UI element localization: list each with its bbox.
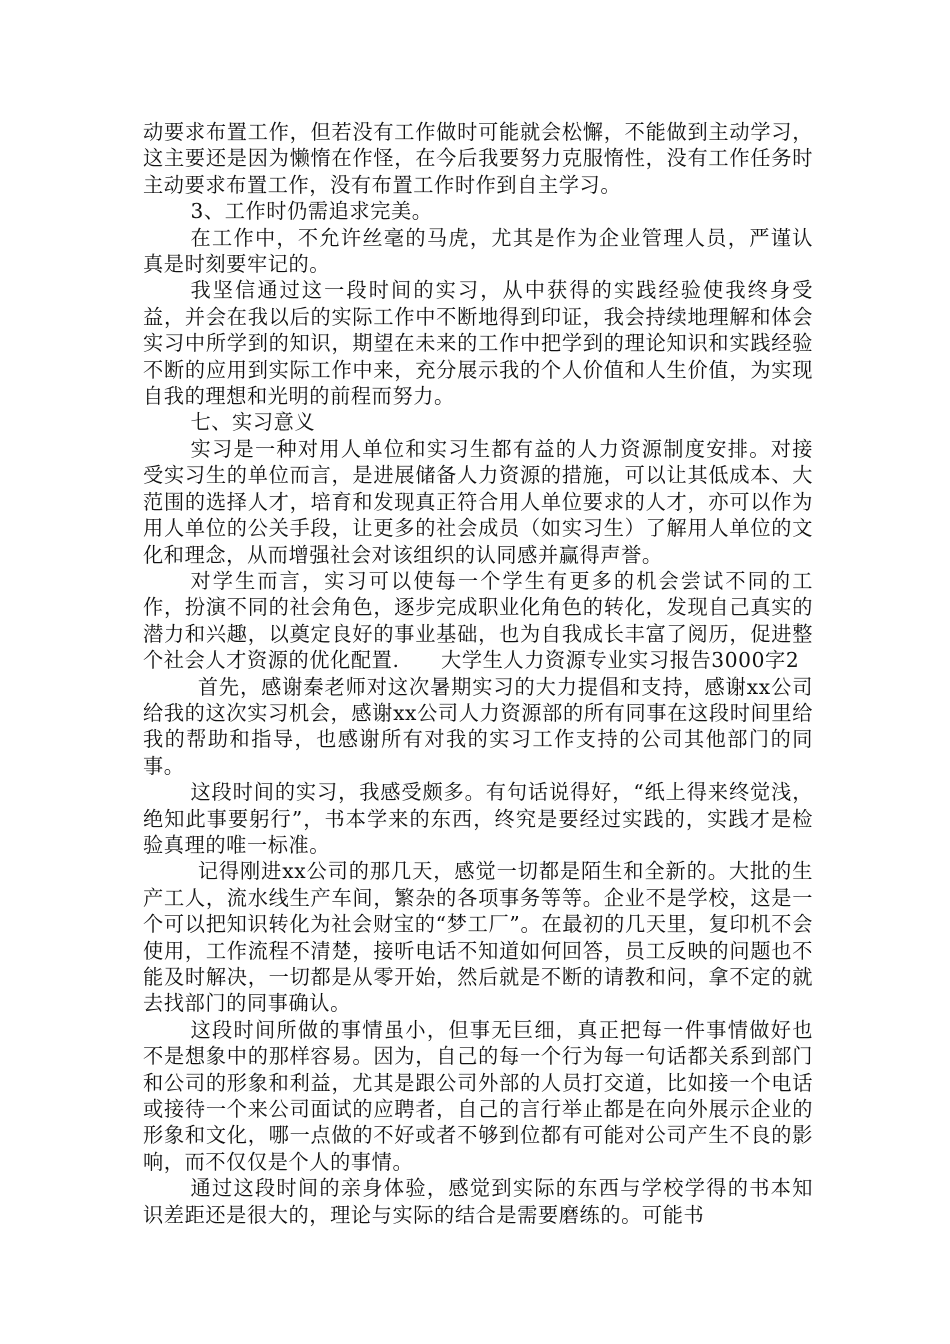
paragraph: 对学生而言，实习可以使每一个学生有更多的机会尝试不同的工作，扮演不同的社会角色，逐步完成职业化角色的转化，发现自己真实的潜力和兴趣，以奠定良好的事业基础，也为自我成长丰富了阅历，促进整个社会人才资源的优化配置. 大学生人力资源专业实习报告3000字2 xyxy=(143,568,813,673)
paragraph: 首先，感谢秦老师对这次暑期实习的大力提倡和支持，感谢xx公司给我的这次实习机会，感谢xx公司人力资源部的所有同事在这段时间里给我的帮助和指导，也感谢所有对我的实习工作支持的公司其他部门的同事。 xyxy=(143,674,813,778)
section-heading: 七、实习意义 xyxy=(190,410,316,435)
document-body xyxy=(143,119,813,1228)
paragraph: 实习是一种对用人单位和实习生都有益的人力资源制度安排。对接受实习生的单位而言，是进展储备人力资源的措施，可以让其低成本、大范围的选择人才，培育和发现真正符合用人单位要求的人才，亦可以作为用人单位的公关手段，让更多的社会成员（如实习生）了解用人单位的文化和理念，从而增强社会对该组织的认同感并赢得声誉。 xyxy=(143,436,813,567)
paragraph: 这段时间的实习，我感受颇多。有句话说得好，“纸上得来终觉浅，绝知此事要躬行”，书本学来的东西，终究是要经过实践的，实践才是检验真理的唯一标准。 xyxy=(143,780,813,857)
paragraph: 我坚信通过这一段时间的实习，从中获得的实践经验使我终身受益，并会在我以后的实际工作中不断地得到印证，我会持续地理解和体会实习中所学到的知识，期望在未来的工作中把学到的理论知识和实践经验不断的应用到实际工作中来，充分展示我的个人价值和人生价值，为实现自我的理想和光明的前程而努力。 xyxy=(143,278,813,409)
paragraph: 通过这段时间的亲身体验，感觉到实际的东西与学校学得的书本知识差距还是很大的，理论与实际的结合是需要磨练的。可能书 xyxy=(143,1176,813,1227)
paragraph: 动要求布置工作，但若没有工作做时可能就会松懈，不能做到主动学习，这主要还是因为懒惰在作怪，在今后我要努力克服惰性，没有工作任务时主动要求布置工作，没有布置工作时作到自主学习。 xyxy=(143,120,813,197)
paragraph: 这段时间所做的事情虽小，但事无巨细，真正把每一件事情做好也不是想象中的那样容易。因为，自己的每一个行为每一句话都关系到部门和公司的形象和利益，尤其是跟公司外部的人员打交道，比如接一个电话或接待一个来公司面试的应聘者，自己的言行举止都是在向外展示企业的形象和文化，哪一点做的不好或者不够到位都有可能对公司产生不良的影响，而不仅仅是个人的事情。 xyxy=(143,1017,813,1174)
paragraph: 记得刚进xx公司的那几天，感觉一切都是陌生和全新的。大批的生产工人，流水线生产车间，繁杂的各项事务等等。企业不是学校，这是一个可以把知识转化为社会财宝的“梦工厂”。在最初的几天里，复印机不会使用，工作流程不清楚，接听电话不知道如何回答，员工反映的问题也不能及时解决，一切都是从零开始，然后就是不断的请教和问，拿不定的就去找部门的同事确认。 xyxy=(143,859,813,1016)
paragraph: 在工作中，不允许丝毫的马虎，尤其是作为企业管理人员，严谨认真是时刻要牢记的。 xyxy=(143,225,813,277)
paragraph: 3、工作时仍需追求完美。 xyxy=(190,199,433,224)
